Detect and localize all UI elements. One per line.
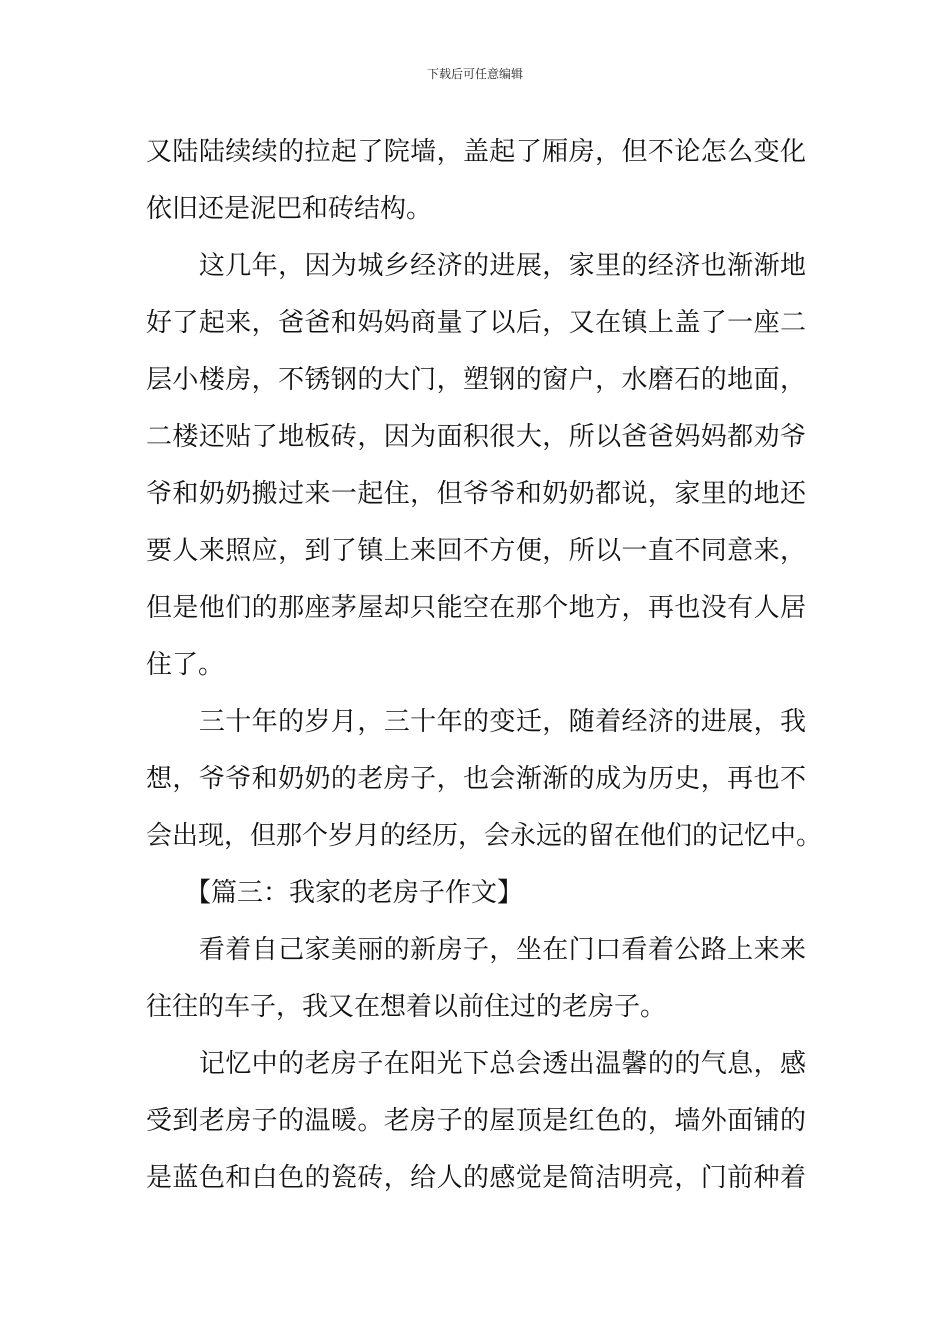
text-line: 看着自己家美丽的新房子，坐在门口看着公路上来来 (146, 935, 806, 965)
text-line: 要人来照应，到了镇上来回不方便，所以一直不同意来， (146, 536, 806, 566)
text-line: 三十年的岁月，三十年的变迁，随着经济的进展，我 (146, 707, 806, 737)
text-line: 想，爷爷和奶奶的老房子，也会渐渐的成为历史，再也不 (146, 764, 806, 794)
text-line: 但是他们的那座茅屋却只能空在那个地方，再也没有人居 (146, 593, 806, 623)
text-line: 这几年，因为城乡经济的进展，家里的经济也渐渐地 (146, 251, 806, 281)
text-line: 会出现，但那个岁月的经历，会永远的留在他们的记忆中。 (146, 821, 823, 851)
text-line: 好了起来，爸爸和妈妈商量了以后，又在镇上盖了一座二 (146, 308, 806, 338)
text-line: 记忆中的老房子在阳光下总会透出温馨的的气息，感 (146, 1049, 806, 1079)
text-line: 受到老房子的温暖。老房子的屋顶是红色的，墙外面铺的 (146, 1106, 806, 1136)
text-line: 层小楼房，不锈钢的大门，塑钢的窗户，水磨石的地面， (146, 365, 806, 395)
text-line: 是蓝色和白色的瓷砖，给人的感觉是简洁明亮，门前种着 (146, 1163, 806, 1193)
text-line: 依旧还是泥巴和砖结构。 (146, 194, 433, 224)
text-line: 往往的车子，我又在想着以前住过的老房子。 (146, 992, 667, 1022)
text-line: 住了。 (146, 650, 225, 680)
page-header: 下载后可任意编辑 (426, 67, 523, 81)
text-line: 爷和奶奶搬过来一起住，但爷爷和奶奶都说，家里的地还 (146, 479, 806, 509)
section-heading: 【篇三：我家的老房子作文】 (146, 878, 524, 908)
text-line: 二楼还贴了地板砖，因为面积很大，所以爸爸妈妈都劝爷 (146, 422, 806, 452)
text-line: 又陆陆续续的拉起了院墙，盖起了厢房，但不论怎么变化 (146, 137, 806, 167)
